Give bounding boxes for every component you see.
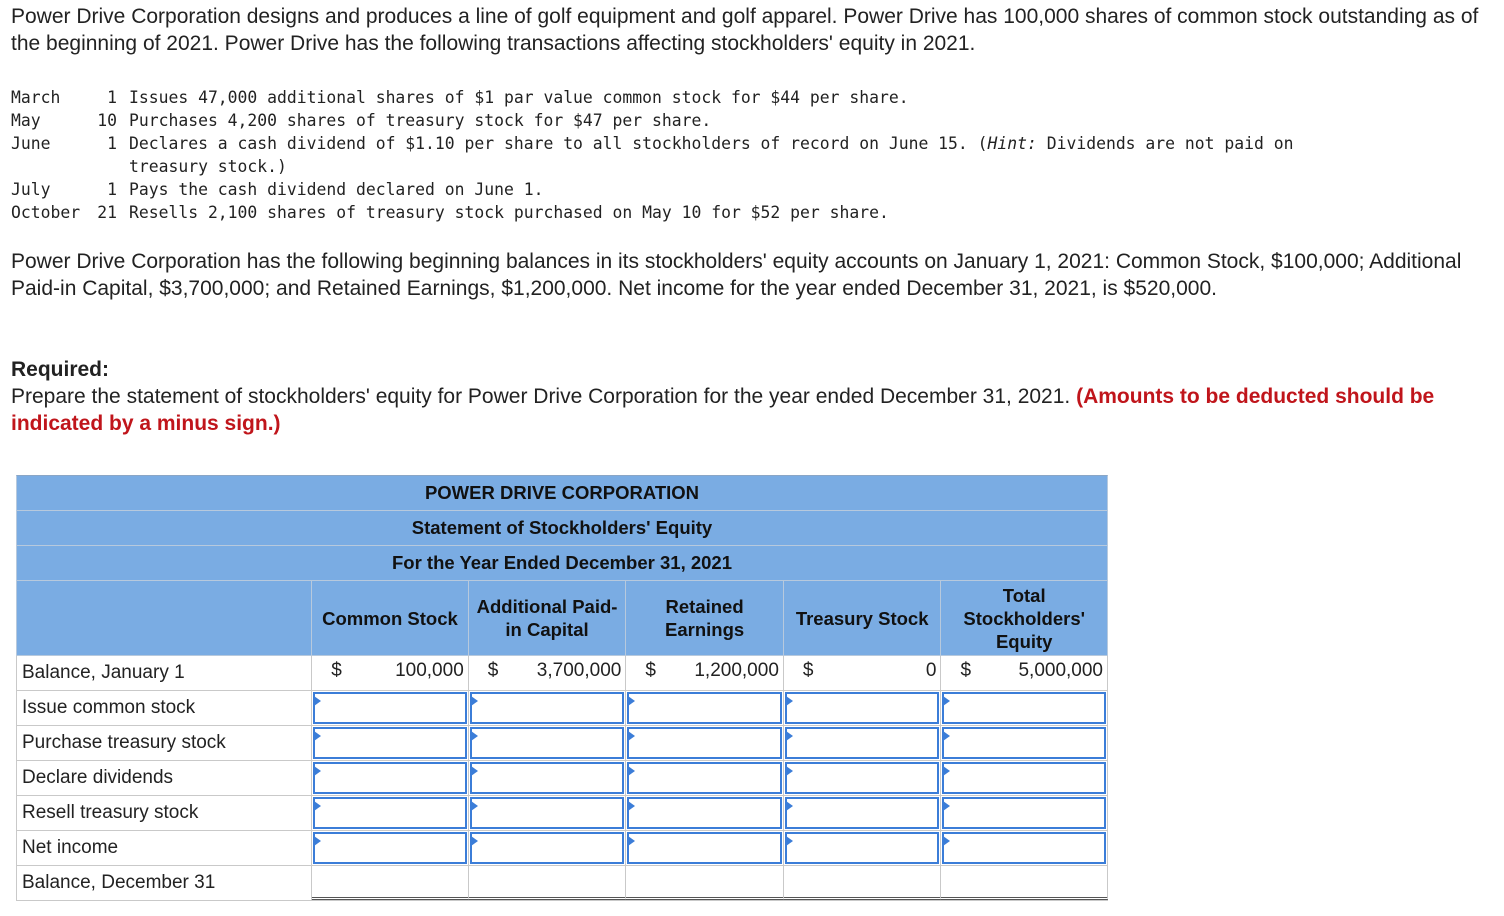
- amount-input[interactable]: [627, 762, 782, 794]
- input-cell-treasury-stock: [784, 796, 942, 830]
- transaction-text: Issues 47,000 additional shares of $1 par value common stock for $44 per share.: [129, 88, 909, 107]
- input-cell-apic: [469, 691, 627, 725]
- input-cell-total-equity: [941, 691, 1108, 725]
- transaction-text: Resells 2,100 shares of treasury stock purchased on May 10 for $52 per share.: [129, 203, 889, 222]
- opening-treasury-stock: [784, 656, 942, 690]
- transaction-month: March: [11, 88, 61, 107]
- opening-retained-earnings: [626, 656, 784, 690]
- opening-total-equity: [941, 656, 1108, 690]
- input-cell-retained-earnings: [626, 796, 784, 830]
- required-note: (Amounts to be deducted should be indicated by a minus sign.): [11, 385, 1435, 435]
- amount: 1,200,000: [694, 660, 779, 681]
- column-header-retained-earnings: Retained Earnings: [626, 581, 784, 655]
- hint-label: Hint:: [987, 134, 1037, 153]
- input-cell-total-equity: [941, 796, 1108, 830]
- required-instructions: [11, 383, 1491, 437]
- transaction-month: May: [11, 111, 41, 130]
- statement-company: POWER DRIVE CORPORATION: [16, 475, 1108, 510]
- transaction-day: 1: [107, 88, 117, 107]
- input-cell-apic: [469, 831, 627, 865]
- column-header-treasury-stock: Treasury Stock: [784, 581, 942, 655]
- amount-input[interactable]: [313, 832, 467, 864]
- table-row-resell-treasury-stock: [16, 796, 1108, 831]
- opening-apic: [469, 656, 627, 690]
- transactions-list: [11, 86, 1409, 224]
- input-cell-treasury-stock: [784, 831, 942, 865]
- closing-apic: [469, 866, 627, 900]
- problem-intro: Power Drive Corporation designs and produces a line of golf equipment and golf apparel. Power Drive has 100,000 shares of common stock outstanding as of the beginning of 2021. Power Drive has the following transactions affecting stockholders' equity in 2021.: [11, 5, 1479, 55]
- transaction-day: 21: [97, 203, 117, 222]
- transaction-day: 1: [107, 180, 117, 199]
- amount-input[interactable]: [313, 692, 467, 724]
- closing-total-equity: [941, 866, 1108, 900]
- input-cell-retained-earnings: [626, 761, 784, 795]
- row-label: Purchase treasury stock: [16, 726, 312, 760]
- closing-common-stock: [312, 866, 469, 900]
- required-section: [11, 356, 1491, 437]
- row-label: Net income: [16, 831, 312, 865]
- column-header-apic: Additional Paid-in Capital: [469, 581, 627, 655]
- transaction-month: October: [11, 203, 81, 222]
- required-heading: Required:: [11, 358, 110, 381]
- input-cell-retained-earnings: [626, 691, 784, 725]
- amount-input[interactable]: [942, 832, 1106, 864]
- amount-input[interactable]: [785, 762, 940, 794]
- transaction-row: [11, 178, 1409, 201]
- statement-title: Statement of Stockholders' Equity: [16, 510, 1108, 545]
- table-row-closing-balance: [16, 866, 1108, 901]
- transaction-text-pre: Declares a cash dividend of $1.10 per share to all stockholders of record on June 15. (: [129, 134, 988, 153]
- input-cell-total-equity: [941, 831, 1108, 865]
- transaction-row: [11, 86, 1409, 109]
- input-cell-total-equity: [941, 726, 1108, 760]
- transaction-text: Purchases 4,200 shares of treasury stock for $47 per share.: [129, 111, 712, 130]
- row-label: Issue common stock: [16, 691, 312, 725]
- table-row-purchase-treasury-stock: [16, 726, 1108, 761]
- row-label: Balance, December 31: [16, 866, 312, 900]
- currency-symbol: $: [331, 660, 342, 681]
- beginning-balances-text: Power Drive Corporation has the following beginning balances in its stockholders' equity accounts on January 1, 2021: Common Stock, $100,000; Additional Paid-in Capital, $3,700,000; and Retained Earnings, $1,200,000. Net income for the year ended December 31, 2021, is $520,000.: [11, 250, 1462, 300]
- amount-input[interactable]: [785, 832, 940, 864]
- column-header-common-stock: Common Stock: [312, 581, 469, 655]
- amount-input[interactable]: [627, 797, 782, 829]
- input-cell-treasury-stock: [784, 691, 942, 725]
- column-header-blank: [17, 581, 312, 655]
- transaction-row: [11, 201, 1409, 224]
- input-cell-retained-earnings: [626, 831, 784, 865]
- input-cell-apic: [469, 726, 627, 760]
- amount-input[interactable]: [627, 832, 782, 864]
- input-cell-common-stock: [312, 726, 469, 760]
- table-row-net-income: [16, 831, 1108, 866]
- amount-input[interactable]: [470, 832, 625, 864]
- amount-input[interactable]: [470, 727, 625, 759]
- currency-symbol: $: [960, 660, 972, 681]
- opening-common-stock: [312, 656, 469, 690]
- input-cell-total-equity: [941, 761, 1108, 795]
- amount-input[interactable]: [313, 727, 467, 759]
- required-text: Prepare the statement of stockholders' equity for Power Drive Corporation for the year ended December 31, 2021.: [11, 385, 1077, 408]
- table-row-issue-common-stock: [16, 691, 1108, 726]
- transaction-text: Pays the cash dividend declared on June 1.: [129, 180, 544, 199]
- input-cell-common-stock: [312, 796, 469, 830]
- transaction-day: 1: [107, 134, 117, 153]
- input-cell-treasury-stock: [784, 726, 942, 760]
- equity-statement-table: [16, 475, 1108, 901]
- column-header-total-equity: Total Stockholders' Equity: [963, 584, 1086, 652]
- amount-input[interactable]: [942, 797, 1106, 829]
- currency-symbol: $: [645, 660, 656, 681]
- closing-retained-earnings: [626, 866, 784, 900]
- transaction-continuation: [11, 155, 1409, 178]
- table-row-declare-dividends: [16, 761, 1108, 796]
- transaction-month: June: [11, 134, 51, 153]
- amount-input[interactable]: [627, 727, 782, 759]
- amount-input[interactable]: [785, 797, 940, 829]
- amount-input[interactable]: [470, 692, 625, 724]
- amount-input[interactable]: [942, 692, 1106, 724]
- amount: 100,000: [395, 660, 464, 681]
- input-cell-treasury-stock: [784, 761, 942, 795]
- amount-input[interactable]: [942, 727, 1106, 759]
- amount-input[interactable]: [785, 692, 940, 724]
- currency-symbol: $: [487, 660, 499, 681]
- amount-input[interactable]: [627, 692, 782, 724]
- currency-symbol: $: [802, 660, 814, 681]
- amount-input[interactable]: [785, 727, 940, 759]
- row-label: Declare dividends: [16, 761, 312, 795]
- row-label: Balance, January 1: [16, 656, 312, 690]
- amount: 3,700,000: [536, 660, 622, 681]
- input-cell-apic: [469, 796, 627, 830]
- statement-period: For the Year Ended December 31, 2021: [16, 545, 1108, 580]
- transaction-text-cont: treasury stock.): [129, 157, 287, 176]
- transaction-month: July: [11, 180, 51, 199]
- input-cell-apic: [469, 761, 627, 795]
- transaction-day: 10: [97, 111, 117, 130]
- amount: 5,000,000: [1018, 660, 1103, 681]
- transaction-text-post: Dividends are not paid on: [1036, 134, 1294, 153]
- amount-input[interactable]: [942, 762, 1106, 794]
- transaction-text: [129, 132, 1409, 155]
- transaction-row: [11, 132, 1409, 155]
- input-cell-retained-earnings: [626, 726, 784, 760]
- input-cell-common-stock: [312, 831, 469, 865]
- amount-input[interactable]: [313, 762, 467, 794]
- amount-input[interactable]: [470, 797, 625, 829]
- input-cell-common-stock: [312, 761, 469, 795]
- amount-input[interactable]: [313, 797, 467, 829]
- amount-input[interactable]: [470, 762, 625, 794]
- table-row-opening-balance: [16, 656, 1108, 691]
- amount: 0: [925, 660, 937, 681]
- transaction-row: [11, 109, 1409, 132]
- row-label: Resell treasury stock: [16, 796, 312, 830]
- input-cell-common-stock: [312, 691, 469, 725]
- column-header-row: [16, 580, 1108, 656]
- closing-treasury-stock: [784, 866, 942, 900]
